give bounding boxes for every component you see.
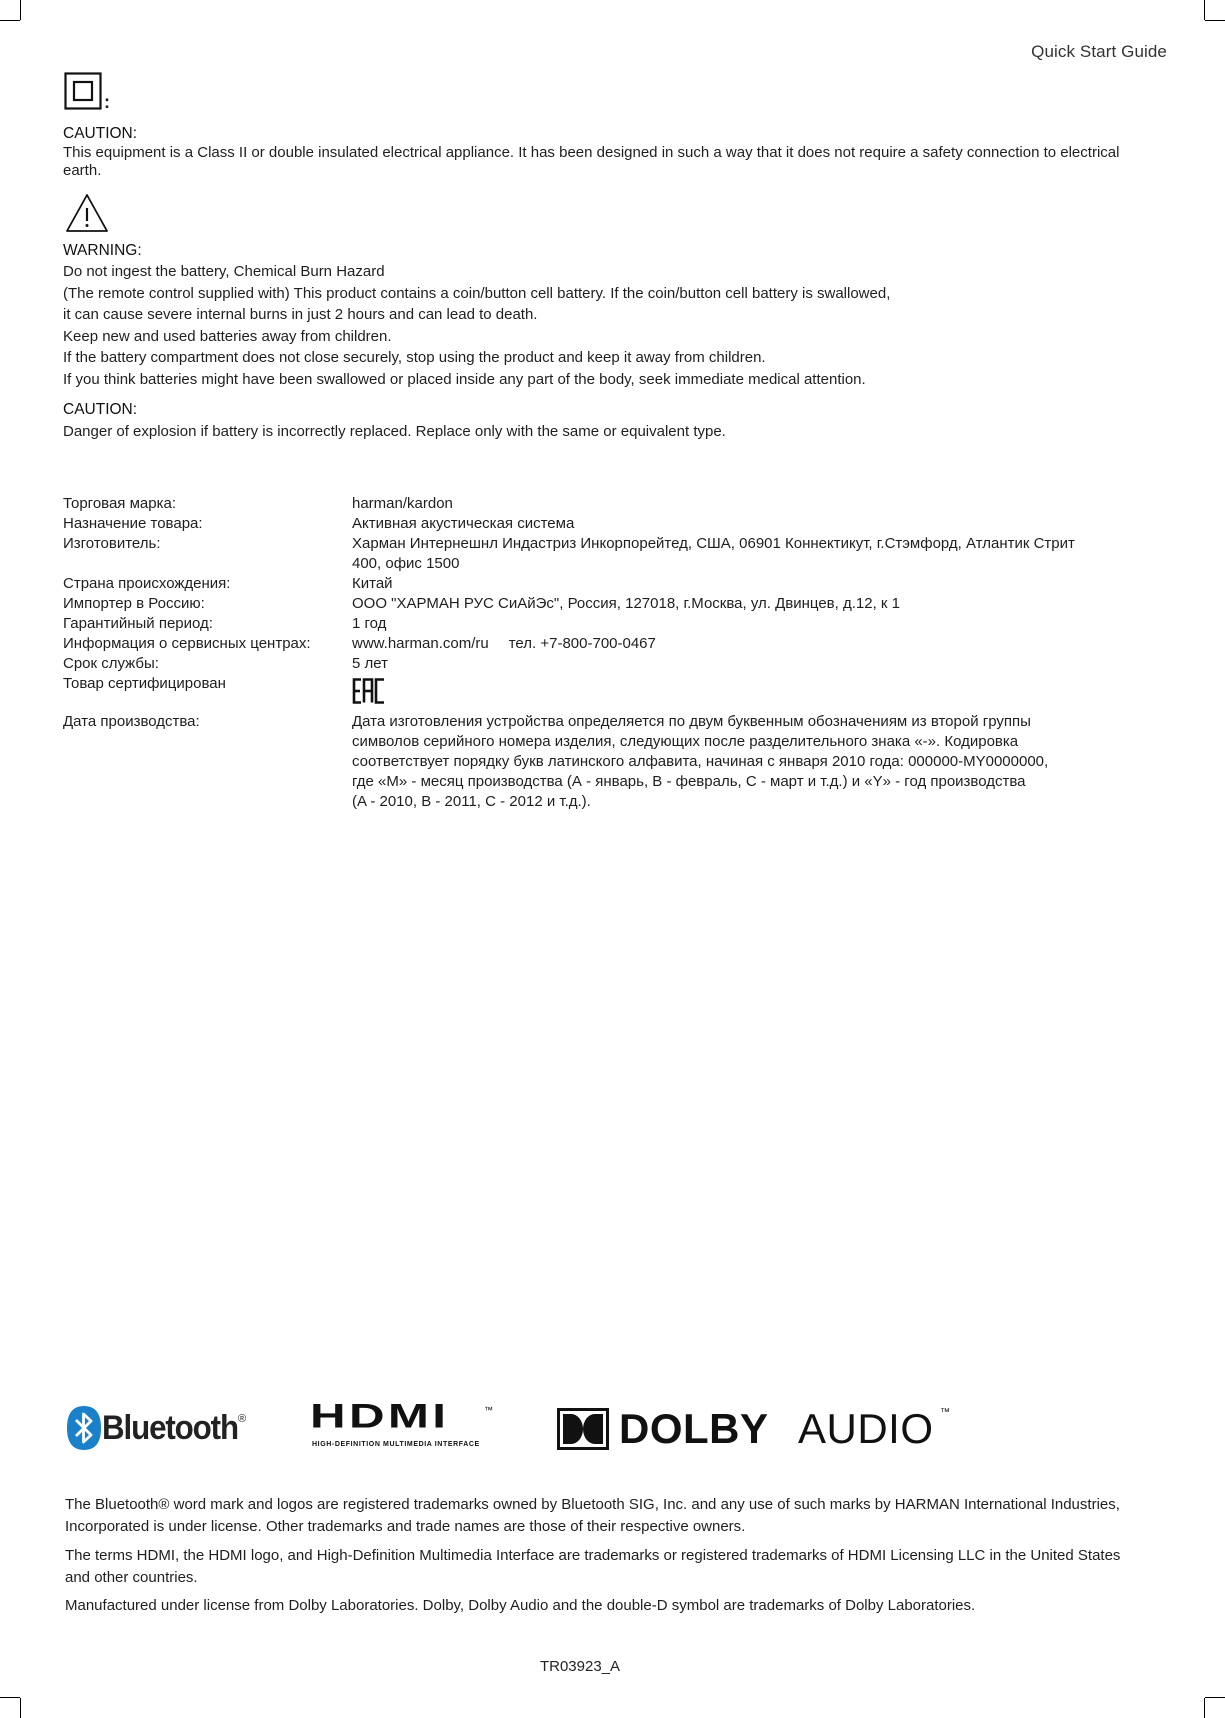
double-d-icon (557, 1408, 609, 1450)
explosion-caution-text: Danger of explosion if battery is incorrectly replaced. Replace only with the same or equivalent type. (63, 423, 726, 440)
ru-row-country (63, 574, 1133, 594)
ru-row-trademark (63, 494, 1133, 514)
ru-value-line: harman/kardon (352, 495, 453, 512)
hdmi-tm: ™ (484, 1405, 493, 1415)
crop-mark-tr-h (1205, 20, 1225, 21)
ru-row-service (63, 634, 1133, 654)
ru-value (352, 534, 1122, 574)
ru-label: Срок службы: (63, 655, 159, 672)
class2-caution-heading: CAUTION: (63, 125, 138, 142)
audio-wordmark: AUDIO (798, 1405, 934, 1452)
ru-row-importer (63, 594, 1133, 614)
ru-label: Изготовитель: (63, 535, 161, 552)
dolby-trademark-notice: Manufactured under license from Dolby Laboratories. Dolby, Dolby Audio and the double-D symbol are trademarks of Dolby Laboratories. (65, 1597, 976, 1614)
battery-warning-line: If the battery compartment does not close securely, stop using the product and keep it away from children. (63, 349, 766, 366)
bluetooth-logo (64, 1405, 254, 1453)
dolby-audio-logo (557, 1405, 957, 1453)
dolby-wordmark: DOLBY (619, 1405, 769, 1452)
warning-triangle-icon (65, 193, 109, 233)
ru-value-line: ООО "ХАРМАН РУС СиАйЭс", Россия, 127018, г.Москва, ул. Двинцев, д.12, к 1 (352, 595, 900, 612)
service-phone: тел. +7-800-700-0467 (508, 635, 656, 652)
battery-warning-line: If you think batteries might have been swallowed or placed inside any part of the body, seek immediate medical attention. (63, 370, 866, 388)
ru-value-line: Дата изготовления устройства определяется по двум буквенным обозначениям из второй группы (352, 713, 1031, 730)
crop-mark-tr-v (1204, 0, 1205, 20)
battery-warning-line: Do not ingest the battery, Chemical Burn Hazard (63, 263, 385, 280)
ru-value-line: 400, офис 1500 (352, 555, 460, 572)
ru-value-line: Китай (352, 575, 393, 592)
ru-row-production-date (63, 712, 1133, 812)
crop-mark-br-h (1205, 1697, 1225, 1698)
class2-colon: : (104, 92, 110, 112)
battery-warning-heading: WARNING: (63, 242, 142, 259)
double-square-icon (64, 72, 102, 110)
ru-value-line: Активная акустическая система (352, 515, 575, 532)
ru-value (352, 494, 1122, 514)
eac-mark-icon (352, 678, 386, 704)
battery-warning-line: (The remote control supplied with) This product contains a coin/button cell battery. If the coin/button cell battery is swallowed, (63, 284, 891, 302)
ru-label: Назначение товара: (63, 515, 203, 532)
russian-info-table (63, 494, 1133, 812)
crop-mark-br-v (1204, 1698, 1205, 1718)
ru-value (352, 614, 1122, 634)
ru-label: Импортер в Россию: (63, 595, 205, 612)
bluetooth-reg-mark: ® (238, 1413, 247, 1425)
service-url-link[interactable]: www.harman.com/ru (352, 635, 489, 652)
ru-row-manufacturer (63, 534, 1133, 574)
ru-value-line: (A - 2010, B - 2011, C - 2012 и т.д.). (352, 793, 591, 810)
battery-warning-line: it can cause severe internal burns in just 2 hours and can lead to death. (63, 306, 538, 323)
dolby-tm: ™ (940, 1407, 950, 1418)
hdmi-subtitle: HIGH-DEFINITION MULTIMEDIA INTERFACE (312, 1441, 480, 1448)
ru-label: Страна происхождения: (63, 575, 231, 592)
ru-row-purpose (63, 514, 1133, 534)
ru-row-warranty (63, 614, 1133, 634)
ru-value (352, 514, 1122, 534)
document-code: TR03923_A (539, 1658, 621, 1675)
battery-warning-body (63, 261, 1123, 390)
explosion-caution-heading: CAUTION: (63, 401, 138, 418)
ru-value (352, 594, 1122, 614)
ru-label: Информация о сервисных центрах: (63, 635, 311, 652)
ru-value (352, 712, 1122, 812)
ru-value-line: 1 год (352, 615, 387, 632)
ru-value-line: Харман Интернешнл Индастриз Инкорпорейтед, США, 06901 Коннектикут, г.Стэмфорд, Атлантик Стрит (352, 535, 1075, 552)
ru-value (352, 634, 1122, 654)
bluetooth-trademark-notice: The Bluetooth® word mark and logos are registered trademarks owned by Bluetooth SIG, Inc. and any use of such marks by HARMAN International Industries, Incorporated is under license. Other trademarks and trade names are those of their respective owners. (65, 1496, 1120, 1535)
crop-mark-tl-v (20, 0, 21, 20)
crop-mark-tl-h (0, 20, 20, 21)
ru-label: Товар сертифицирован (63, 675, 226, 692)
ru-value-line: символов серийного номера изделия, следующих после разделительного знака «-». Кодировка (352, 733, 1019, 750)
hdmi-wordmark: HDMI (310, 1397, 450, 1436)
bluetooth-wordmark: Bluetooth (102, 1409, 239, 1447)
ru-label: Дата производства: (63, 713, 200, 730)
guide-title: Quick Start Guide (1031, 42, 1167, 61)
crop-mark-bl-h (0, 1697, 20, 1698)
eac-mark-icon (352, 674, 1122, 712)
battery-warning-line: Keep new and used batteries away from children. (63, 327, 392, 345)
hdmi-trademark-notice: The terms HDMI, the HDMI logo, and High-Definition Multimedia Interface are trademarks or registered trademarks of HDMI Licensing LLC in the United States and other countries. (65, 1547, 1121, 1586)
ru-row-lifetime (63, 654, 1133, 674)
bluetooth-icon (64, 1405, 104, 1451)
ru-label: Торговая марка: (63, 495, 176, 512)
ru-label: Гарантийный период: (63, 615, 213, 632)
ru-row-certified (63, 674, 1133, 712)
class2-caution-text: This equipment is a Class II or double insulated electrical appliance. It has been designed in such a way that it does not require a safety connection to electrical earth. (63, 144, 1120, 179)
hdmi-logo (310, 1397, 500, 1453)
ru-value-line: где «M» - месяц производства (А - январь, B - февраль, C - март и т.д.) и «Y» - год производства (352, 773, 1026, 790)
ru-value-line: 5 лет (352, 655, 388, 672)
ru-value (352, 654, 1122, 674)
ru-value-line: соответствует порядку букв латинского алфавита, начиная с января 2010 года: 000000-MY0000000, (352, 753, 1049, 770)
crop-mark-bl-v (20, 1698, 21, 1718)
ru-value (352, 574, 1122, 594)
